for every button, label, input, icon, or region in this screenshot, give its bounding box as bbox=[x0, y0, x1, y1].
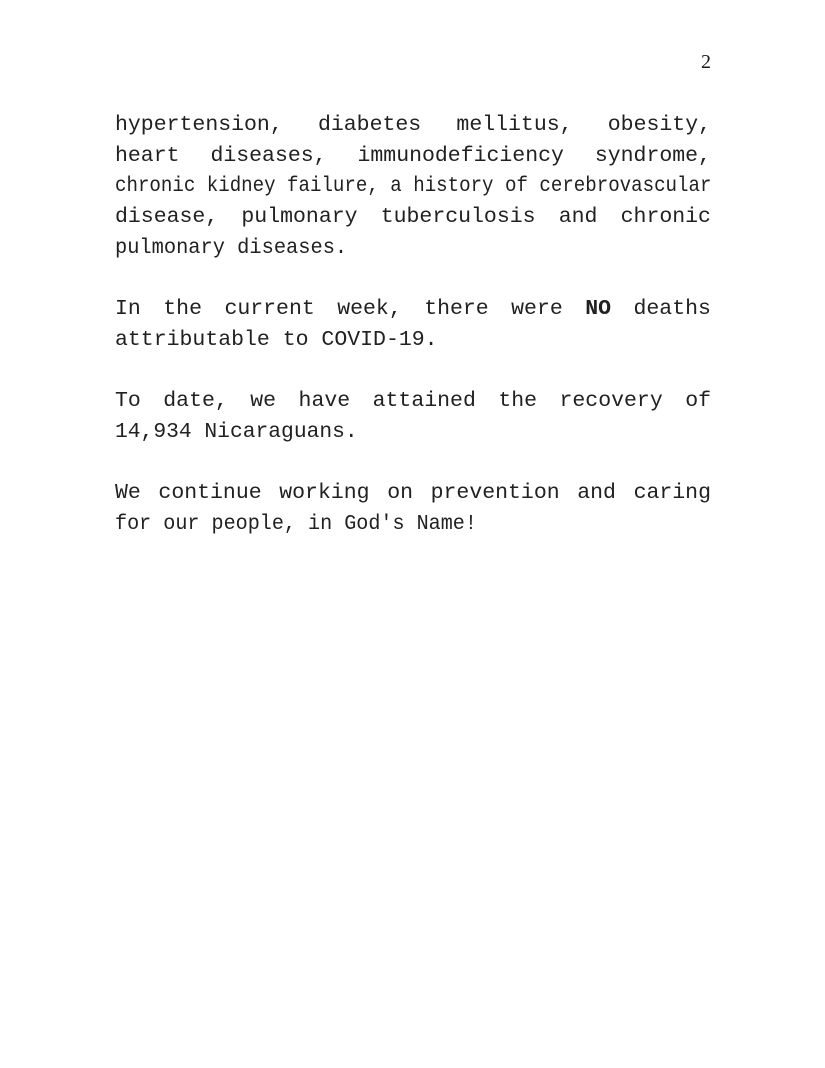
page-header bbox=[115, 51, 711, 73]
word: disease, bbox=[115, 205, 219, 230]
text-line bbox=[115, 509, 711, 540]
text-line bbox=[115, 171, 711, 202]
word: were bbox=[511, 297, 563, 322]
word: tuberculosis bbox=[380, 205, 536, 230]
word: diabetes bbox=[317, 113, 422, 137]
word: there bbox=[424, 297, 489, 322]
word: have bbox=[298, 389, 351, 414]
line-text: 14,934 Nicaraguans. bbox=[115, 419, 358, 444]
word: the bbox=[163, 297, 202, 322]
word: date, bbox=[163, 389, 228, 414]
word: hypertension, bbox=[115, 113, 283, 137]
word: We bbox=[115, 481, 141, 506]
word: and bbox=[558, 205, 598, 230]
text-line bbox=[115, 110, 711, 141]
line-text: chronic kidney failure, a history of cerebrovascular bbox=[115, 174, 712, 199]
line-text: attributable to COVID-19. bbox=[115, 327, 438, 352]
word: working bbox=[279, 481, 370, 506]
text-line bbox=[115, 202, 711, 233]
word: To bbox=[115, 389, 141, 414]
word: mellitus, bbox=[456, 113, 573, 137]
page-number: 2 bbox=[701, 51, 711, 73]
word: pulmonary bbox=[241, 205, 358, 230]
word: on bbox=[387, 481, 413, 506]
word: In bbox=[115, 297, 141, 322]
word: deaths bbox=[633, 297, 711, 322]
word: the bbox=[498, 389, 538, 414]
text-line bbox=[115, 417, 711, 448]
word: attained bbox=[372, 389, 476, 414]
line-text: for our people, in God's Name! bbox=[115, 511, 477, 536]
word: caring bbox=[633, 481, 711, 506]
document-body bbox=[115, 110, 711, 570]
word: and bbox=[577, 481, 616, 506]
paragraph bbox=[115, 294, 711, 355]
text-line bbox=[115, 325, 711, 356]
paragraph bbox=[115, 110, 711, 263]
text-line bbox=[115, 478, 711, 509]
word: syndrome, bbox=[594, 143, 711, 168]
text-line bbox=[115, 386, 711, 417]
word: diseases, bbox=[210, 143, 327, 168]
word: chronic bbox=[620, 205, 711, 230]
text-line bbox=[115, 141, 711, 172]
word: prevention bbox=[430, 481, 560, 506]
word: of bbox=[685, 389, 711, 414]
word: we bbox=[250, 389, 277, 414]
text-line bbox=[115, 294, 711, 325]
paragraph bbox=[115, 478, 711, 539]
word: week, bbox=[337, 297, 402, 322]
word: recovery bbox=[559, 389, 663, 414]
bold-word: NO bbox=[585, 297, 612, 322]
word: continue bbox=[158, 481, 262, 506]
text-line bbox=[115, 233, 711, 264]
word: immunodeficiency bbox=[357, 143, 564, 168]
line-text: pulmonary diseases. bbox=[115, 235, 348, 260]
word: current bbox=[224, 297, 315, 322]
word: obesity, bbox=[607, 113, 711, 137]
paragraph bbox=[115, 386, 711, 447]
word: heart bbox=[115, 143, 180, 168]
